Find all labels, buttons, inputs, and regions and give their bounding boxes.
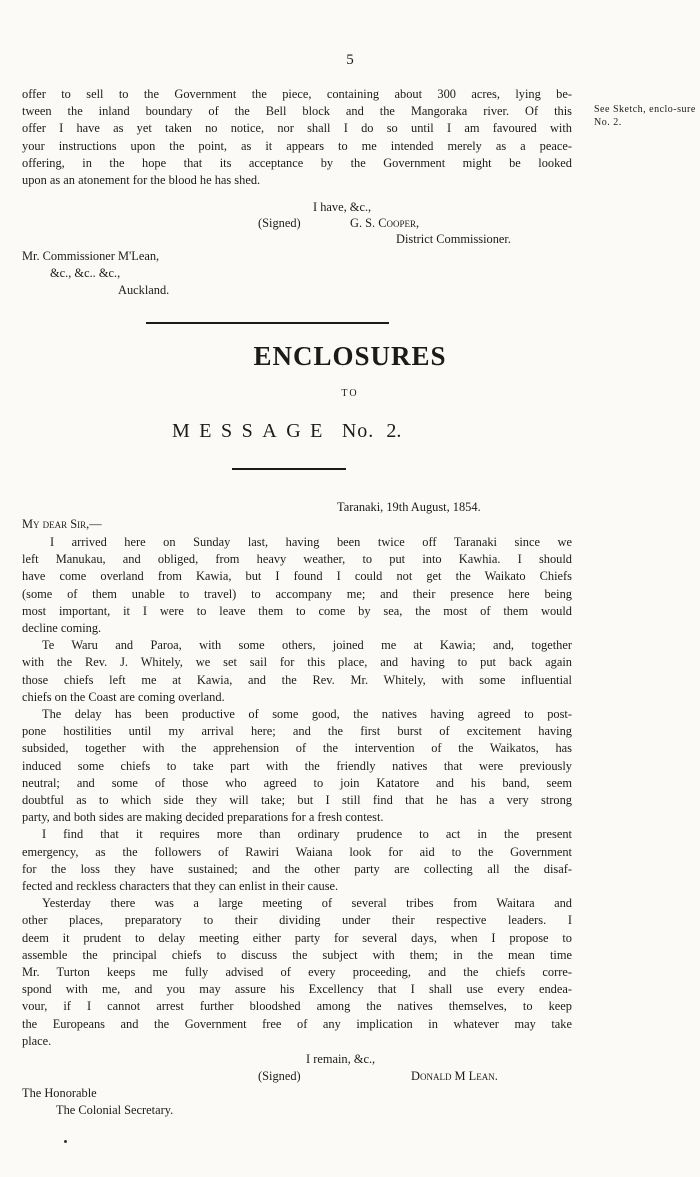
text-line: doubtful as to which side they will take; but I still find that he has a very strong xyxy=(22,793,572,808)
text-line: deem it prudent to delay meeting either party for several days, when I propose to xyxy=(22,930,572,945)
text-line: The delay has been productive of some good, the natives having agreed to post- xyxy=(42,707,572,722)
letter1-addressee-line: Auckland. xyxy=(118,283,170,297)
letter1-closing: I have, &c., xyxy=(313,200,372,214)
text-line: your instructions upon the point, as it appears to me intended merely as a peace- xyxy=(22,138,572,153)
text-line: (some of them unable to travel) to accompany me; and their presence here being xyxy=(22,586,572,601)
text-line: most important, it I were to leave them to come by sea, the most of them would xyxy=(22,603,572,618)
letter1-addressee-line: &c., &c.. &c., xyxy=(50,266,121,280)
text-line: place. xyxy=(22,1033,52,1048)
letter1-body xyxy=(22,86,572,189)
text-line: those chiefs left me at Kawia, and the Rev. Mr. Whitely, with some influential xyxy=(22,672,572,687)
text-line: spond with me, and you may assure his Excellency that I shall use every endea- xyxy=(22,982,572,997)
enclosures-to: TO xyxy=(341,388,359,399)
text-line: left Manukau, and obliged, from heavy weather, to put into Kawhia. I should xyxy=(22,552,572,567)
letter1-addressee-line: Mr. Commissioner M'Lean, xyxy=(22,249,160,263)
text-line: offering, in the hope that its acceptance by the Government might be looked xyxy=(22,155,572,170)
heading-divider xyxy=(232,468,346,470)
text-line: for the loss they have sustained; and the other party are collecting all the disaf- xyxy=(22,861,572,876)
enclosures-title: ENCLOSURES xyxy=(253,341,447,371)
text-line: tween the inland boundary of the Bell block and the Mangoraka river. Of this xyxy=(22,104,572,119)
text-line: Te Waru and Paroa, with some others, joined me at Kawia; and, together xyxy=(42,638,572,653)
message-no-label: No. xyxy=(341,420,375,442)
message-heading xyxy=(172,420,401,443)
letter2-signer: Donald M Lean. xyxy=(411,1069,498,1083)
message-word: MESSAGE xyxy=(172,420,332,442)
text-line: upon as an atonement for the blood he has shed. xyxy=(22,173,261,188)
letter2-closing: I remain, &c., xyxy=(306,1052,376,1066)
text-line: Yesterday there was a large meeting of several tribes from Waitara and xyxy=(42,896,572,911)
text-line: vour, if I cannot arrest further bloodshed among the natives themselves, to keep xyxy=(22,999,572,1014)
text-line: assemble the principal chiefs to discuss the subject with them; in the mean time xyxy=(22,947,572,962)
text-line: fected and reckless characters that they can enlist in their cause. xyxy=(22,879,339,894)
text-line: party, and both sides are making decided preparations for a fresh contest. xyxy=(22,810,384,825)
text-line: the Europeans and the Government free of any implication in whatever may take xyxy=(22,1016,572,1031)
ink-speck xyxy=(64,1140,67,1143)
letter1-signed: (Signed) xyxy=(258,216,301,230)
salutation: My dear Sir,— xyxy=(22,517,102,531)
text-line: with the Rev. J. Whitely, we set sail for this place, and having to put back again xyxy=(22,655,572,670)
text-line: have come overland from Kawia, but I found I could not get the Waikato Chiefs xyxy=(22,569,572,584)
text-line: I find that it requires more than ordinary prudence to act in the present xyxy=(42,827,572,842)
text-line: induced some chiefs to take part with the friendly natives that were previously xyxy=(22,758,572,773)
message-no-value: 2. xyxy=(386,420,402,442)
margin-note: See Sketch, enclo-sure No. 2. xyxy=(594,104,696,128)
letter2-addressee-line: The Colonial Secretary. xyxy=(56,1103,174,1117)
letter1-signer: G. S. Cooper, xyxy=(350,216,420,230)
text-line: other places, preparatory to their dividing under their respective leaders. I xyxy=(22,913,572,928)
letter2-signed: (Signed) xyxy=(258,1069,301,1083)
text-line: emergency, as the followers of Rawiri Waiana look for aid to the Government xyxy=(22,844,572,859)
text-line: I arrived here on Sunday last, having been twice off Taranaki since we xyxy=(50,535,572,549)
page-number: 5 xyxy=(346,52,354,68)
section-divider xyxy=(146,322,389,324)
text-line: neutral; and some of those who agreed to join Katatore and his band, seem xyxy=(22,775,572,790)
text-line: subsided, together with the apprehension of the intervention of the Waikatos, has xyxy=(22,741,572,756)
text-line: pone hostilities until my arrival here; and the first burst of excitement having xyxy=(22,724,572,739)
text-line: chiefs on the Coast are coming overland. xyxy=(22,689,225,704)
text-line: offer to sell to the Government the piece, containing about 300 acres, lying be- xyxy=(22,87,572,101)
text-line: decline coming. xyxy=(22,621,102,636)
letter2-addressee-line: The Honorable xyxy=(22,1086,97,1100)
dateline: Taranaki, 19th August, 1854. xyxy=(337,500,481,514)
text-line: offer I have as yet taken no notice, nor shall I do so until I am favoured with xyxy=(22,121,572,136)
text-line: Mr. Turton keeps me fully advised of every proceeding, and the chiefs corre- xyxy=(22,965,572,980)
letter1-signer-title: District Commissioner. xyxy=(396,232,511,246)
letter2-body xyxy=(22,534,572,1050)
